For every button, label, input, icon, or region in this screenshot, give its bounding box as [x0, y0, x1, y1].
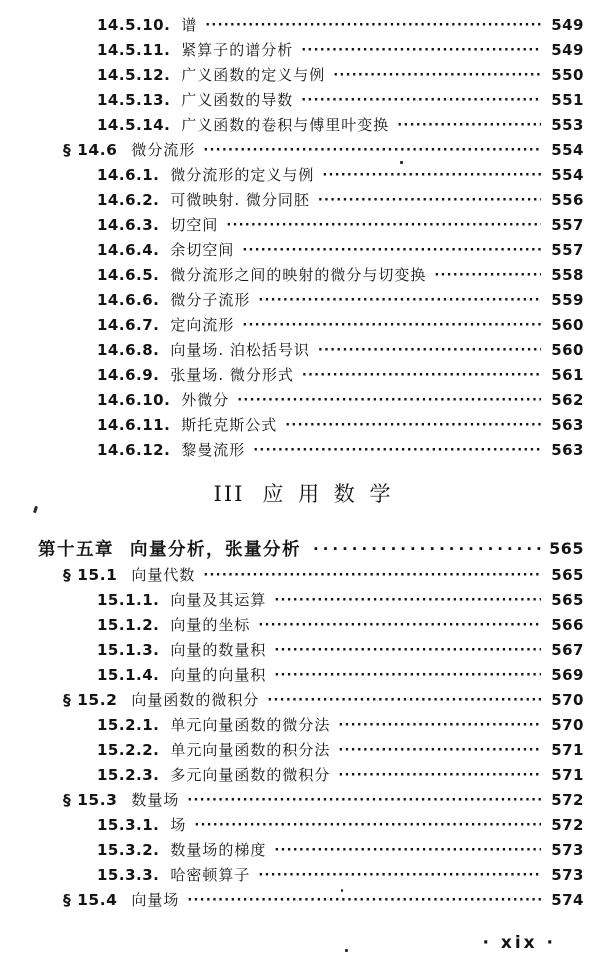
toc-entry — [0, 187, 608, 212]
dot-leader — [258, 869, 541, 882]
dot-leader — [274, 669, 541, 682]
part-roman-numeral: III — [213, 482, 245, 506]
dot-leader — [301, 44, 541, 57]
scan-speck — [345, 949, 348, 952]
toc-entry — [0, 162, 608, 187]
toc-entry-page: 563 — [551, 440, 584, 459]
toc-entry-page: 563 — [551, 415, 584, 434]
toc-entry-page: 569 — [551, 665, 584, 684]
toc-entry — [0, 337, 608, 362]
toc-entry — [0, 762, 608, 787]
toc-entry-title: 向量的向量积 — [170, 666, 267, 684]
dot-leader — [267, 694, 541, 707]
dot-leader — [333, 69, 541, 82]
toc-entry-number: 14.5.13. — [97, 90, 171, 109]
toc-entry-number: 15.1.4. — [97, 665, 160, 684]
dot-leader — [203, 144, 541, 157]
toc-entry-number: 14.6.9. — [97, 365, 160, 384]
toc-entry-title: 多元向量函数的微积分 — [170, 766, 331, 784]
toc-entry-page: 562 — [551, 390, 584, 409]
dot-leader — [301, 94, 541, 107]
dot-leader — [258, 619, 541, 632]
toc-entry-page: 549 — [551, 40, 584, 59]
toc-entry-title: 向量场 — [131, 891, 180, 909]
toc-entry-title: 向量的数量积 — [170, 641, 267, 659]
toc-entry — [0, 287, 608, 312]
toc-entry — [0, 87, 608, 112]
toc-entry-page: 570 — [551, 715, 584, 734]
toc-entry-number: § 15.3 — [63, 790, 118, 809]
toc-entry-title: 广义函数的定义与例 — [181, 66, 326, 84]
toc-entry-number: 14.5.11. — [97, 40, 171, 59]
toc-entry-page: 572 — [551, 790, 584, 809]
toc-entry-page: 567 — [551, 640, 584, 659]
toc-entry-title: 向量及其运算 — [170, 591, 267, 609]
toc-entry-page: 557 — [551, 240, 584, 259]
page-number-footer: · xix · — [482, 933, 556, 953]
dot-leader — [226, 219, 541, 232]
toc-entry — [0, 312, 608, 337]
toc-entry-page: 556 — [551, 190, 584, 209]
toc-entry-number: 15.1.1. — [97, 590, 160, 609]
toc-entry-title: 向量分析，张量分析 — [130, 539, 301, 560]
toc-entry-title: 谱 — [181, 16, 198, 34]
toc-entry-page: 549 — [551, 15, 584, 34]
dot-leader — [285, 419, 541, 432]
toc-entry-title: 可微映射. 微分同胚 — [170, 191, 310, 209]
toc-entry — [0, 112, 608, 137]
toc-entry-page: 572 — [551, 815, 584, 834]
toc-entry-title: 向量的坐标 — [170, 616, 251, 634]
toc-entry-title: 张量场. 微分形式 — [170, 366, 294, 384]
toc-entry-page: 557 — [551, 215, 584, 234]
toc-entry-number: 14.6.11. — [97, 415, 171, 434]
toc-entry-page: 561 — [551, 365, 584, 384]
toc-entry-page: 553 — [551, 115, 584, 134]
toc-entry-number: 15.3.3. — [97, 865, 160, 884]
toc-entry-page: 551 — [551, 90, 584, 109]
toc-entry-page: 554 — [551, 165, 584, 184]
toc-entry-title: 定向流形 — [170, 316, 235, 334]
toc-entry-number: 15.2.1. — [97, 715, 160, 734]
toc-entry-page: 550 — [551, 65, 584, 84]
toc-entry-title: 单元向量函数的积分法 — [170, 741, 331, 759]
toc-entry-number: 14.5.12. — [97, 65, 171, 84]
toc-entry-title: 向量函数的微积分 — [131, 691, 260, 709]
toc-entry — [0, 787, 608, 812]
toc-entry — [0, 362, 608, 387]
toc-entry-number: 14.6.1. — [97, 165, 160, 184]
toc-entry-number: 15.1.3. — [97, 640, 160, 659]
toc-entry-page: 570 — [551, 690, 584, 709]
dot-leader — [313, 542, 541, 557]
toc-entry-number: 15.2.3. — [97, 765, 160, 784]
toc-entry-number: § 15.4 — [63, 890, 118, 909]
dot-leader — [318, 344, 541, 357]
dot-leader — [194, 819, 541, 832]
dot-leader — [187, 894, 541, 907]
toc-entry — [0, 212, 608, 237]
toc-entry-number: 14.6.2. — [97, 190, 160, 209]
dot-leader — [338, 769, 541, 782]
toc-entry — [0, 862, 608, 887]
toc-block-lower — [0, 534, 608, 912]
scan-speck — [400, 161, 403, 164]
scan-speck — [341, 889, 343, 892]
toc-entry-page: 558 — [551, 265, 584, 284]
dot-leader — [338, 719, 541, 732]
dot-leader — [397, 119, 541, 132]
dot-leader — [242, 244, 541, 257]
toc-entry-number: 15.1.2. — [97, 615, 160, 634]
toc-entry-number: 15.3.2. — [97, 840, 160, 859]
toc-entry-page: 574 — [551, 890, 584, 909]
toc-entry-number: 14.5.10. — [97, 15, 171, 34]
toc-entry-title: 微分流形之间的映射的微分与切变换 — [170, 266, 427, 284]
toc-entry-number: § 15.2 — [63, 690, 118, 709]
dot-leader — [338, 744, 541, 757]
dot-leader — [274, 644, 541, 657]
toc-entry-page: 560 — [551, 340, 584, 359]
toc-entry-number: 14.6.8. — [97, 340, 160, 359]
toc-entry-page: 571 — [551, 740, 584, 759]
toc-entry — [0, 637, 608, 662]
toc-entry — [0, 612, 608, 637]
dot-leader — [322, 169, 541, 182]
dot-leader — [237, 394, 541, 407]
toc-entry-title: 黎曼流形 — [181, 441, 246, 459]
toc-entry-title: 微分子流形 — [170, 291, 251, 309]
toc-entry — [0, 737, 608, 762]
toc-entry — [0, 62, 608, 87]
toc-entry-title: 向量代数 — [131, 566, 196, 584]
toc-entry — [0, 12, 608, 37]
toc-entry-title: 斯托克斯公式 — [181, 416, 278, 434]
toc-entry-number: 14.6.5. — [97, 265, 160, 284]
toc-entry — [0, 587, 608, 612]
toc-entry-number: 14.5.14. — [97, 115, 171, 134]
part-heading — [0, 479, 608, 509]
scan-speck — [33, 506, 38, 514]
toc-entry-number: § 14.6 — [63, 140, 118, 159]
toc-entry — [0, 887, 608, 912]
toc-entry-title: 数量场 — [131, 791, 180, 809]
toc-entry-title: 余切空间 — [170, 241, 235, 259]
toc-entry-page: 560 — [551, 315, 584, 334]
toc-entry — [0, 812, 608, 837]
toc-entry-number: 第十五章 — [38, 539, 114, 560]
dot-leader — [302, 369, 541, 382]
toc-entry — [0, 562, 608, 587]
toc-entry-number: 14.6.10. — [97, 390, 171, 409]
toc-entry — [0, 437, 608, 462]
toc-entry-title: 外微分 — [181, 391, 230, 409]
toc-entry — [0, 662, 608, 687]
toc-entry-page: 565 — [551, 565, 584, 584]
toc-entry-number: 14.6.3. — [97, 215, 160, 234]
toc-entry-title: 切空间 — [170, 216, 219, 234]
toc-entry-title: 微分流形 — [131, 141, 196, 159]
toc-entry-number: § 15.1 — [63, 565, 118, 584]
toc-entry-page: 566 — [551, 615, 584, 634]
toc-entry-number: 15.3.1. — [97, 815, 160, 834]
toc-entry — [0, 37, 608, 62]
toc-entry-page: 559 — [551, 290, 584, 309]
toc-entry-page: 573 — [551, 865, 584, 884]
toc-entry-title: 场 — [170, 816, 187, 834]
toc-entry — [0, 837, 608, 862]
toc-entry-title: 广义函数的导数 — [181, 91, 294, 109]
toc-entry-title: 广义函数的卷积与傅里叶变换 — [181, 116, 390, 134]
toc-block-upper — [0, 0, 608, 462]
toc-entry — [0, 237, 608, 262]
toc-entry-number: 14.6.7. — [97, 315, 160, 334]
toc-entry-number: 14.6.4. — [97, 240, 160, 259]
toc-entry — [0, 387, 608, 412]
toc-entry — [0, 262, 608, 287]
dot-leader — [274, 594, 541, 607]
dot-leader — [242, 319, 541, 332]
toc-entry-title: 紧算子的谱分析 — [181, 41, 294, 59]
toc-entry-page: 565 — [549, 538, 584, 558]
toc-entry-page: 565 — [551, 590, 584, 609]
toc-entry-number: 14.6.6. — [97, 290, 160, 309]
toc-entry-number: 14.6.12. — [97, 440, 171, 459]
toc-entry — [0, 137, 608, 162]
dot-leader — [274, 844, 541, 857]
toc-entry-title: 微分流形的定义与例 — [170, 166, 315, 184]
dot-leader — [434, 269, 541, 282]
dot-leader — [187, 794, 541, 807]
toc-entry-title: 单元向量函数的微分法 — [170, 716, 331, 734]
toc-entry-page: 571 — [551, 765, 584, 784]
toc-entry-title: 哈密顿算子 — [170, 866, 251, 884]
toc-entry-title: 数量场的梯度 — [170, 841, 267, 859]
toc-entry — [0, 412, 608, 437]
dot-leader — [318, 194, 541, 207]
dot-leader — [253, 444, 541, 457]
toc-entry-page: 573 — [551, 840, 584, 859]
part-title: 应 用 数 学 — [262, 482, 395, 506]
toc-entry-page: 554 — [551, 140, 584, 159]
toc-entry — [0, 687, 608, 712]
toc-entry — [0, 534, 608, 562]
dot-leader — [205, 19, 541, 32]
toc-entry-title: 向量场. 泊松括号识 — [170, 341, 310, 359]
dot-leader — [258, 294, 541, 307]
toc-entry — [0, 712, 608, 737]
dot-leader — [203, 569, 541, 582]
toc-entry-number: 15.2.2. — [97, 740, 160, 759]
